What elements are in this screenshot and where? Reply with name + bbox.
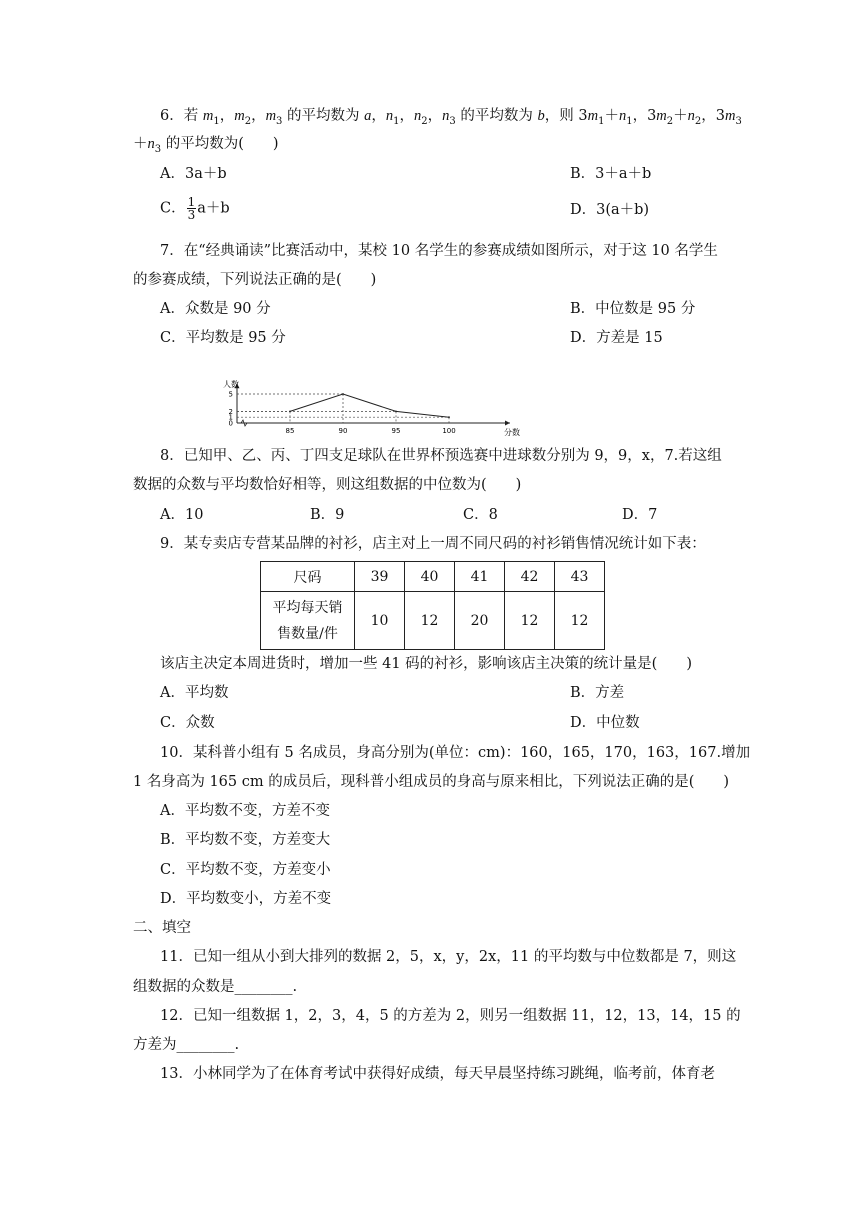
data-point — [395, 411, 397, 413]
y-tick-label: 2 — [228, 407, 233, 416]
data-point — [342, 393, 344, 395]
q6-option-c: C． $\frac{1}{3}$ a＋b — [160, 195, 230, 222]
y-tick-label: 0 — [228, 419, 233, 428]
table-cell: 39 — [355, 562, 405, 592]
y-tick-label: 1 — [228, 413, 233, 422]
table-cell: 20 — [455, 592, 505, 650]
q9-option-a: A．平均数 — [160, 685, 229, 701]
x-axis-arrow — [505, 421, 510, 426]
section-heading-fill-in: 二、填空 — [133, 920, 191, 936]
q8-option-c: C．8 — [463, 507, 498, 523]
q12-line2: 方差为________. — [133, 1037, 240, 1053]
series-line — [290, 394, 449, 417]
y-axis-label: 人数 — [223, 380, 239, 390]
q8-option-a: A．10 — [160, 507, 204, 523]
x-tick-label: 85 — [285, 427, 295, 435]
table-header-sales-line1: 平均每天销 — [272, 599, 343, 616]
table-cell: 12 — [505, 592, 555, 650]
q12-line1: 12．已知一组数据 1，2，3，4，5 的方差为 2，则另一组数据 11，12，13，14，15 的 — [160, 1008, 741, 1024]
q6-option-a: A．3a＋b — [160, 166, 227, 182]
q9-line2: 该店主决定本周进货时，增加一些 41 码的衬衫，影响该店主决策的统计量是( ) — [160, 656, 692, 672]
table-header-sales-line2: 售数量/件 — [277, 625, 338, 642]
q6-line2: $+n_3$ 的平均数为( ) — [133, 136, 279, 155]
fraction-one-third: $\frac{1}{3}$ — [187, 195, 196, 222]
table-cell: 42 — [505, 562, 555, 592]
q7-option-c: C．平均数是 95 分 — [160, 330, 286, 346]
q11-line2: 组数据的众数是________. — [133, 979, 298, 995]
q6-line1: 6．若 $m_1$，$m_2$，$m_3$ 的平均数为 a，$n_1$，$n_2$，$n_3$ 的平均数为 b，则 $3m_1+n_1$，$3m_2+n_2$，$3m_3$ — [160, 108, 742, 127]
data-point — [289, 411, 291, 413]
q7-option-b: B．中位数是 95 分 — [570, 301, 696, 317]
x-tick-label: 95 — [391, 427, 401, 435]
q7-option-d: D．方差是 15 — [570, 330, 663, 346]
table-row — [261, 562, 605, 592]
table-cell: 10 — [355, 592, 405, 650]
q7-line2: 的参赛成绩，下列说法正确的是( ) — [133, 272, 377, 288]
table-cell: 40 — [405, 562, 455, 592]
table-cell: 41 — [455, 562, 505, 592]
q10-option-d: D．平均数变小，方差不变 — [160, 891, 332, 907]
q8-line2: 数据的众数与平均数恰好相等，则这组数据的中位数为( ) — [133, 477, 522, 493]
table-header-size: 尺码 — [261, 562, 355, 592]
table-cell: 12 — [555, 592, 605, 650]
y-tick-label: 5 — [228, 390, 233, 399]
q9-option-d: D．中位数 — [570, 715, 640, 731]
table-cell: 43 — [555, 562, 605, 592]
q10-option-a: A．平均数不变，方差不变 — [160, 803, 330, 819]
q10-option-b: B．平均数不变，方差变大 — [160, 832, 331, 848]
q7-line1: 7．在“经典诵读”比赛活动中，某校 10 名学生的参赛成绩如图所示，对于这 10 名学生 — [160, 243, 718, 259]
q10-option-c: C．平均数不变，方差变小 — [160, 862, 331, 878]
x-tick-label: 100 — [442, 427, 456, 435]
table-header-sales — [261, 592, 355, 650]
q9-line1: 9．某专卖店专营某品牌的衬衫，店主对上一周不同尺码的衬衫销售情况统计如下表： — [160, 536, 706, 552]
q8-line1: 8．已知甲、乙、丙、丁四支足球队在世界杯预选赛中进球数分别为 9，9，x，7.若这组 — [160, 448, 722, 464]
q10-line1: 10．某科普小组有 5 名成员，身高分别为(单位：cm)：160，165，170，163，167.增加 — [160, 745, 751, 761]
data-point — [448, 416, 450, 418]
q8-option-d: D．7 — [622, 507, 658, 523]
q10-line2: 1 名身高为 165 cm 的成员后，现科普小组成员的身高与原来相比，下列说法正确的是( ) — [133, 774, 730, 790]
q13-line1: 13．小林同学为了在体育考试中获得好成绩，每天早晨坚持练习跳绳，临考前，体育老 — [160, 1066, 715, 1082]
q11-line1: 11．已知一组从小到大排列的数据 2，5，x，y，2x，11 的平均数与中位数都是 7，则这 — [160, 949, 737, 965]
table-cell: 12 — [405, 592, 455, 650]
table-row — [261, 592, 605, 650]
q9-option-c: C．众数 — [160, 715, 215, 731]
q8-option-b: B．9 — [310, 507, 345, 523]
q7-option-a: A．众数是 90 分 — [160, 301, 271, 317]
q6-option-d: D．3(a＋b) — [570, 202, 650, 218]
q9-option-b: B．方差 — [570, 685, 625, 701]
x-tick-label: 90 — [338, 427, 348, 435]
q6-option-b: B．3＋a＋b — [570, 166, 652, 182]
score-line-chart — [215, 350, 520, 438]
shirt-size-table — [260, 561, 605, 650]
x-axis-label: 分数 — [504, 428, 520, 437]
